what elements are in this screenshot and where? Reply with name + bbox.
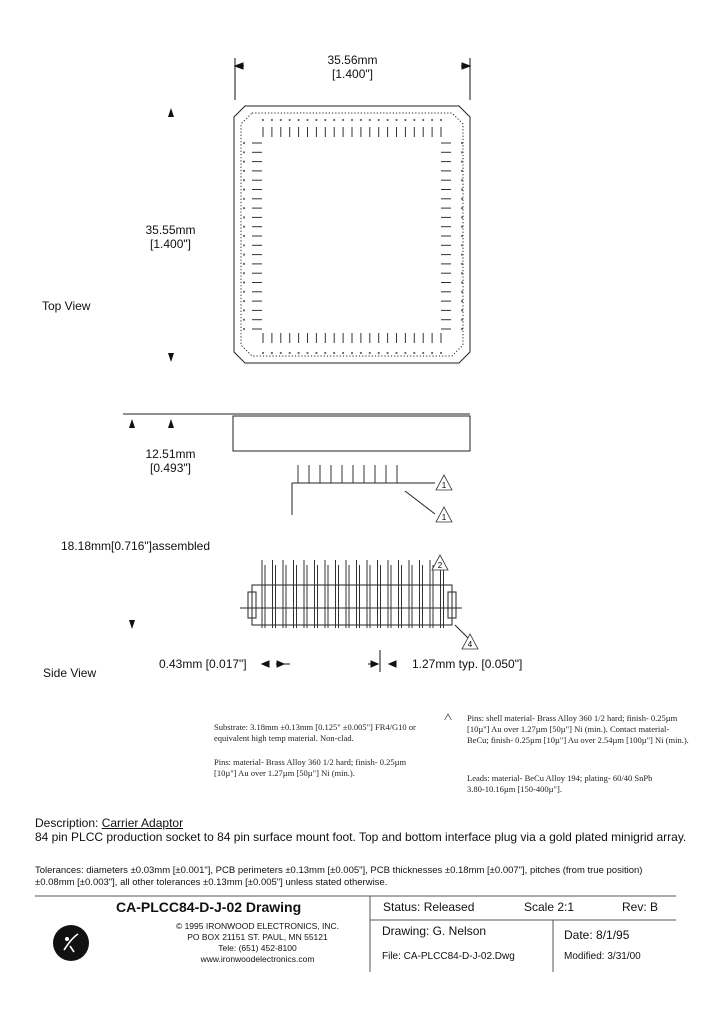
assembled-height-label: 18.18mm[0.716"]assembled <box>61 539 211 553</box>
contact-dot <box>262 352 264 354</box>
contact-dot <box>404 119 406 121</box>
contact-dot <box>431 119 433 121</box>
contact-dot <box>461 207 463 209</box>
contact-dot <box>243 244 245 246</box>
contact-dot <box>243 272 245 274</box>
contact-dot <box>404 352 406 354</box>
file-name: File: CA-PLCC84-D-J-02.Dwg <box>382 951 515 962</box>
contact-dot <box>280 352 282 354</box>
contact-dot <box>369 352 371 354</box>
contact-dot <box>243 281 245 283</box>
callout-number: 2 <box>437 561 443 570</box>
drawing-title: CA-PLCC84-D-J-02 Drawing <box>116 899 302 915</box>
note-4: Leads: material- BeCu Alloy 194; plating- 60/40 SnPb 3.80-10.16µm [150-400µ"]. <box>467 773 653 794</box>
company-line: PO BOX 21151 ST. PAUL, MN 55121 <box>187 932 328 942</box>
date: Date: 8/1/95 <box>564 928 630 942</box>
description-title: Carrier Adaptor <box>101 816 184 830</box>
contact-dot <box>243 170 245 172</box>
contact-dot <box>243 291 245 293</box>
side-view-lower <box>240 585 470 640</box>
contact-dot <box>243 319 245 321</box>
contact-dot <box>461 151 463 153</box>
contact-dot <box>422 352 424 354</box>
company-info <box>160 921 355 965</box>
contact-dot <box>315 119 317 121</box>
contact-dot <box>333 119 335 121</box>
socket-top-outline <box>234 106 470 363</box>
top-view-label: Top View <box>42 299 91 313</box>
contact-dot <box>342 119 344 121</box>
note-triangle-3 <box>439 714 457 720</box>
status: Status: Released <box>383 900 475 914</box>
assembled-height-arrow <box>129 620 135 629</box>
contact-dot <box>333 352 335 354</box>
contact-dot <box>461 300 463 302</box>
tolerances-line-1: Tolerances: diameters ±0.03mm [±0.001"], PCB perimeters ±0.13mm [±0.005"], PCB thicknesses ±0.18mm [±0.007"], pitches (from true position) <box>35 865 643 876</box>
contact-dot <box>461 254 463 256</box>
revision: Rev: B <box>622 900 659 914</box>
top-height-label <box>128 223 213 251</box>
socket-contact-dots <box>243 119 463 354</box>
contact-dot <box>342 352 344 354</box>
company-line: www.ironwoodelectronics.com <box>200 954 315 964</box>
contact-dot <box>271 119 273 121</box>
side-view-label: Side View <box>43 666 97 680</box>
side-height-dimension <box>129 419 174 428</box>
contact-dot <box>243 216 245 218</box>
contact-dot <box>324 119 326 121</box>
contact-dot <box>413 119 415 121</box>
note-2: Pins: material- Brass Alloy 360 1/2 hard; finish- 0.25µm [10µ"] Au over 1.27µm [50µ"] Ni (min.). <box>214 757 407 778</box>
description-body: 84 pin PLCC production socket to 84 pin surface mount foot. Top and bottom interface plug via a gold plated minigrid array. <box>35 830 687 844</box>
contact-dot <box>360 119 362 121</box>
note-3: Pins: shell material- Brass Alloy 360 1/2 hard; finish- 0.25µm [10µ"] Au over 1.27µm [50µ"] Ni (min.). Contact material- BeCu; finish- 0.25µm [10µ"] Au over 2.54µm [100µ"] Ni (min.). <box>467 713 689 745</box>
contact-dot <box>262 119 264 121</box>
contact-dot <box>387 119 389 121</box>
contact-dot <box>298 119 300 121</box>
contact-dot <box>243 309 245 311</box>
callout-number: 4 <box>467 640 473 649</box>
contact-dot <box>315 352 317 354</box>
height-in: [1.400"] <box>150 237 191 251</box>
contact-dot <box>461 188 463 190</box>
contact-dot <box>461 244 463 246</box>
side-height-mm: 12.51mm <box>145 447 196 461</box>
contact-dot <box>243 161 245 163</box>
pitch-label: 1.27mm typ. [0.050"] <box>412 657 523 671</box>
socket-pin-array <box>252 127 451 343</box>
contact-dot <box>298 352 300 354</box>
contact-dot <box>461 179 463 181</box>
contact-dot <box>378 352 380 354</box>
contact-dot <box>413 352 415 354</box>
callout-number: 1 <box>441 481 447 490</box>
contact-dot <box>289 352 291 354</box>
contact-dot <box>243 198 245 200</box>
contact-dot <box>306 119 308 121</box>
modified-date: Modified: 3/31/00 <box>564 951 641 962</box>
width-in: [1.400"] <box>332 67 373 81</box>
contact-dot <box>280 119 282 121</box>
side-view-pins <box>298 465 397 483</box>
contact-dot <box>243 142 245 144</box>
width-mm: 35.56mm <box>327 53 378 67</box>
contact-dot <box>243 151 245 153</box>
contact-dot <box>461 198 463 200</box>
contact-dot <box>395 352 397 354</box>
contact-dot <box>461 226 463 228</box>
contact-dot <box>243 254 245 256</box>
contact-dot <box>271 352 273 354</box>
contact-dot <box>461 272 463 274</box>
contact-dot <box>243 188 245 190</box>
contact-dot <box>431 352 433 354</box>
contact-dot <box>461 328 463 330</box>
contact-dot <box>461 235 463 237</box>
contact-dot <box>351 352 353 354</box>
contact-dot <box>369 119 371 121</box>
contact-dot <box>306 352 308 354</box>
company-line: © 1995 IRONWOOD ELECTRONICS, INC. <box>175 921 340 931</box>
height-mm: 35.55mm <box>145 223 196 237</box>
pitch-dimension <box>262 650 396 672</box>
contact-dot <box>461 216 463 218</box>
contact-dot <box>351 119 353 121</box>
contact-dot <box>378 119 380 121</box>
contact-dot <box>440 352 442 354</box>
contact-dot <box>387 352 389 354</box>
contact-dot <box>461 309 463 311</box>
company-line: Tele: (651) 452-8100 <box>218 943 297 953</box>
contact-dot <box>461 319 463 321</box>
side-height-in: [0.493"] <box>150 461 191 475</box>
callout-number: 1 <box>441 513 447 522</box>
contact-dot <box>461 161 463 163</box>
contact-dot <box>243 235 245 237</box>
contact-dot <box>461 291 463 293</box>
contact-dot <box>243 226 245 228</box>
ironwood-logo-icon <box>52 924 90 962</box>
contact-dot <box>243 179 245 181</box>
contact-dot <box>461 142 463 144</box>
contact-dot <box>243 263 245 265</box>
tolerances-line-2: ±0.08mm [±0.003"], all other tolerances ±0.13mm [±0.005"] unless stated otherwise. <box>35 877 388 888</box>
contact-dot <box>440 119 442 121</box>
contact-dot <box>324 352 326 354</box>
contact-dot <box>461 281 463 283</box>
pin-width-label: 0.43mm [0.017"] <box>159 657 247 671</box>
description-label: Description: <box>35 816 99 830</box>
contact-dot <box>461 263 463 265</box>
side-view-lower-pins <box>262 560 444 628</box>
note-1: Substrate: 3.18mm ±0.13mm [0.125" ±0.005"] FR4/G10 or equivalent high temp material. Non-clad. <box>214 722 416 743</box>
description-heading <box>35 816 183 830</box>
top-width-label <box>300 53 405 81</box>
contact-dot <box>422 119 424 121</box>
contact-dot <box>395 119 397 121</box>
contact-dot <box>243 300 245 302</box>
side-height-label <box>128 447 213 475</box>
contact-dot <box>461 170 463 172</box>
contact-dot <box>360 352 362 354</box>
drawn-by: Drawing: G. Nelson <box>382 924 487 938</box>
contact-dot <box>243 328 245 330</box>
scale: Scale 2:1 <box>524 900 575 914</box>
contact-dot <box>243 207 245 209</box>
contact-dot <box>289 119 291 121</box>
